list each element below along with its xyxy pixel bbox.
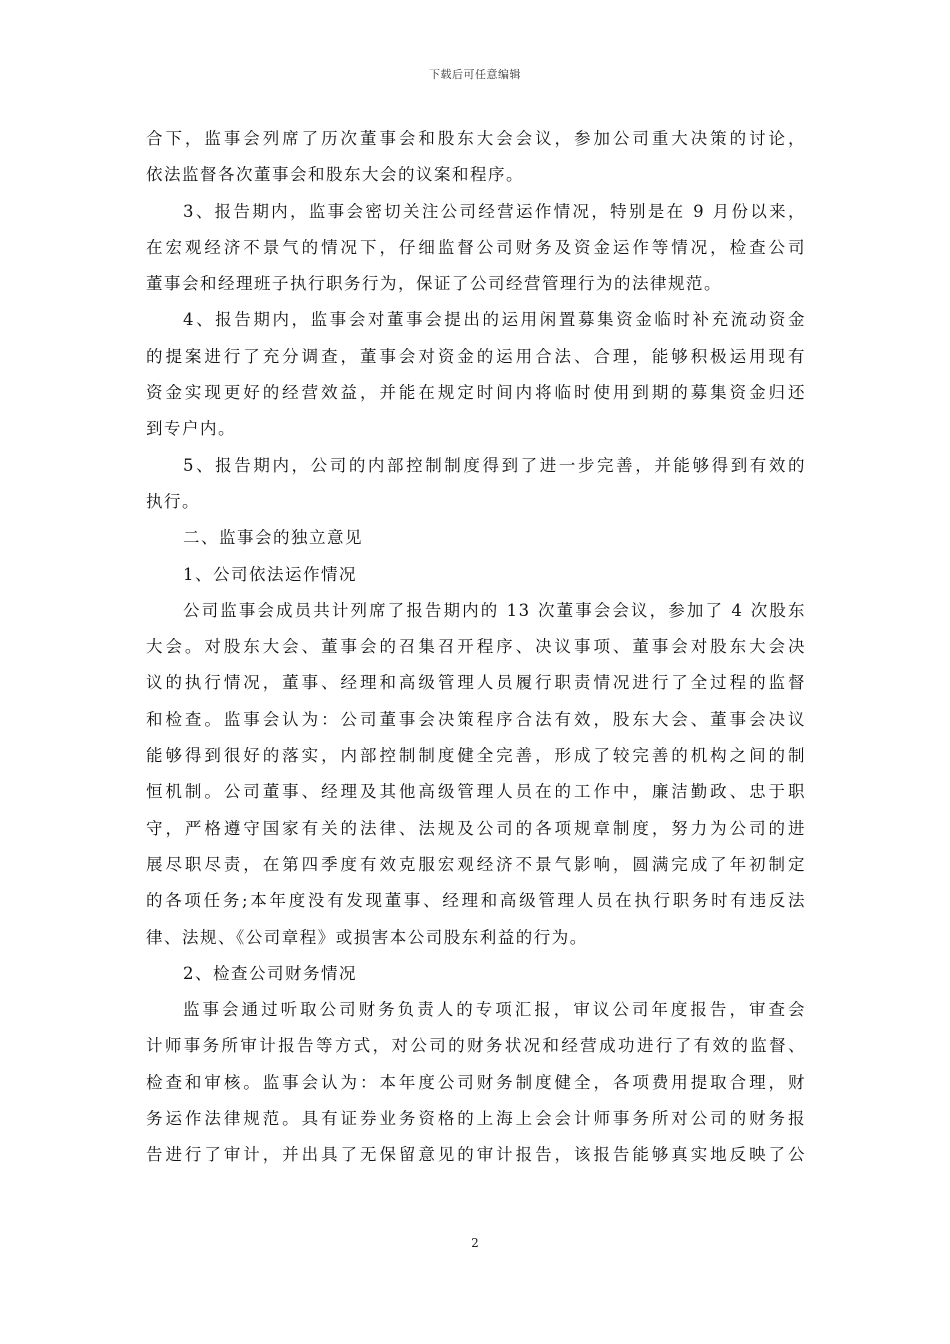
text-line: 能够得到很好的落实，内部控制制度健全完善，形成了较完善的机构之间的制	[146, 746, 806, 766]
text-line: 恒机制。公司董事、经理及其他高级管理人员在的工作中，廉洁勤政、忠于职	[146, 782, 806, 802]
text-line: 的各项任务;本年度没有发现董事、经理和高级管理人员在执行职务时有违反法	[146, 891, 806, 911]
page-number: 2	[471, 1236, 479, 1250]
text-line: 3、报告期内，监事会密切关注公司经营运作情况，特别是在 9 月份以来，	[183, 201, 806, 221]
text-line: 的提案进行了充分调查，董事会对资金的运用合法、合理，能够积极运用现有	[146, 346, 806, 366]
text-line: 议的执行情况，董事、经理和高级管理人员履行职责情况进行了全过程的监督	[146, 673, 806, 693]
text-line: 1、公司依法运作情况	[183, 564, 357, 584]
text-line: 大会。对股东大会、董事会的召集召开程序、决议事项、董事会对股东大会决	[146, 637, 806, 657]
text-line: 展尽职尽责，在第四季度有效克服宏观经济不景气影响，圆满完成了年初制定	[146, 854, 806, 874]
document-body	[146, 126, 806, 1179]
page-header: 下载后可任意编辑	[429, 68, 521, 81]
text-line: 和检查。监事会认为：公司董事会决策程序合法有效，股东大会、董事会决议	[146, 709, 806, 729]
text-line: 5、报告期内，公司的内部控制制度得到了进一步完善，并能够得到有效的	[183, 455, 806, 475]
text-line: 2、检查公司财务情况	[183, 963, 357, 983]
text-line: 到专户内。	[146, 419, 236, 439]
text-line: 董事会和经理班子执行职务行为，保证了公司经营管理行为的法律规范。	[146, 274, 722, 294]
text-line: 二、监事会的独立意见	[183, 528, 363, 548]
text-line: 守，严格遵守国家有关的法律、法规及公司的各项规章制度，努力为公司的进	[146, 818, 806, 838]
text-line: 务运作法律规范。具有证券业务资格的上海上会会计师事务所对公司的财务报	[146, 1109, 806, 1129]
text-line: 资金实现更好的经营效益，并能在规定时间内将临时使用到期的募集资金归还	[146, 383, 806, 403]
text-line: 4、报告期内，监事会对董事会提出的运用闲置募集资金临时补充流动资金	[183, 310, 806, 330]
text-line: 依法监督各次董事会和股东大会的议案和程序。	[146, 165, 524, 185]
text-line: 检查和审核。监事会认为：本年度公司财务制度健全，各项费用提取合理，财	[146, 1072, 806, 1092]
text-line: 计师事务所审计报告等方式，对公司的财务状况和经营成功进行了有效的监督、	[146, 1036, 806, 1056]
text-line: 公司监事会成员共计列席了报告期内的 13 次董事会会议，参加了 4 次股东	[183, 600, 806, 620]
text-line: 执行。	[146, 491, 200, 511]
text-line: 律、法规、《公司章程》或损害本公司股东利益的行为。	[146, 927, 588, 947]
text-line: 告进行了审计，并出具了无保留意见的审计报告，该报告能够真实地反映了公	[146, 1145, 806, 1165]
text-line: 合下，监事会列席了历次董事会和股东大会会议，参加公司重大决策的讨论，	[146, 129, 806, 148]
text-line: 在宏观经济不景气的情况下，仔细监督公司财务及资金运作等情况，检查公司	[146, 237, 806, 257]
text-line: 监事会通过听取公司财务负责人的专项汇报，审议公司年度报告，审查会	[183, 1000, 806, 1020]
